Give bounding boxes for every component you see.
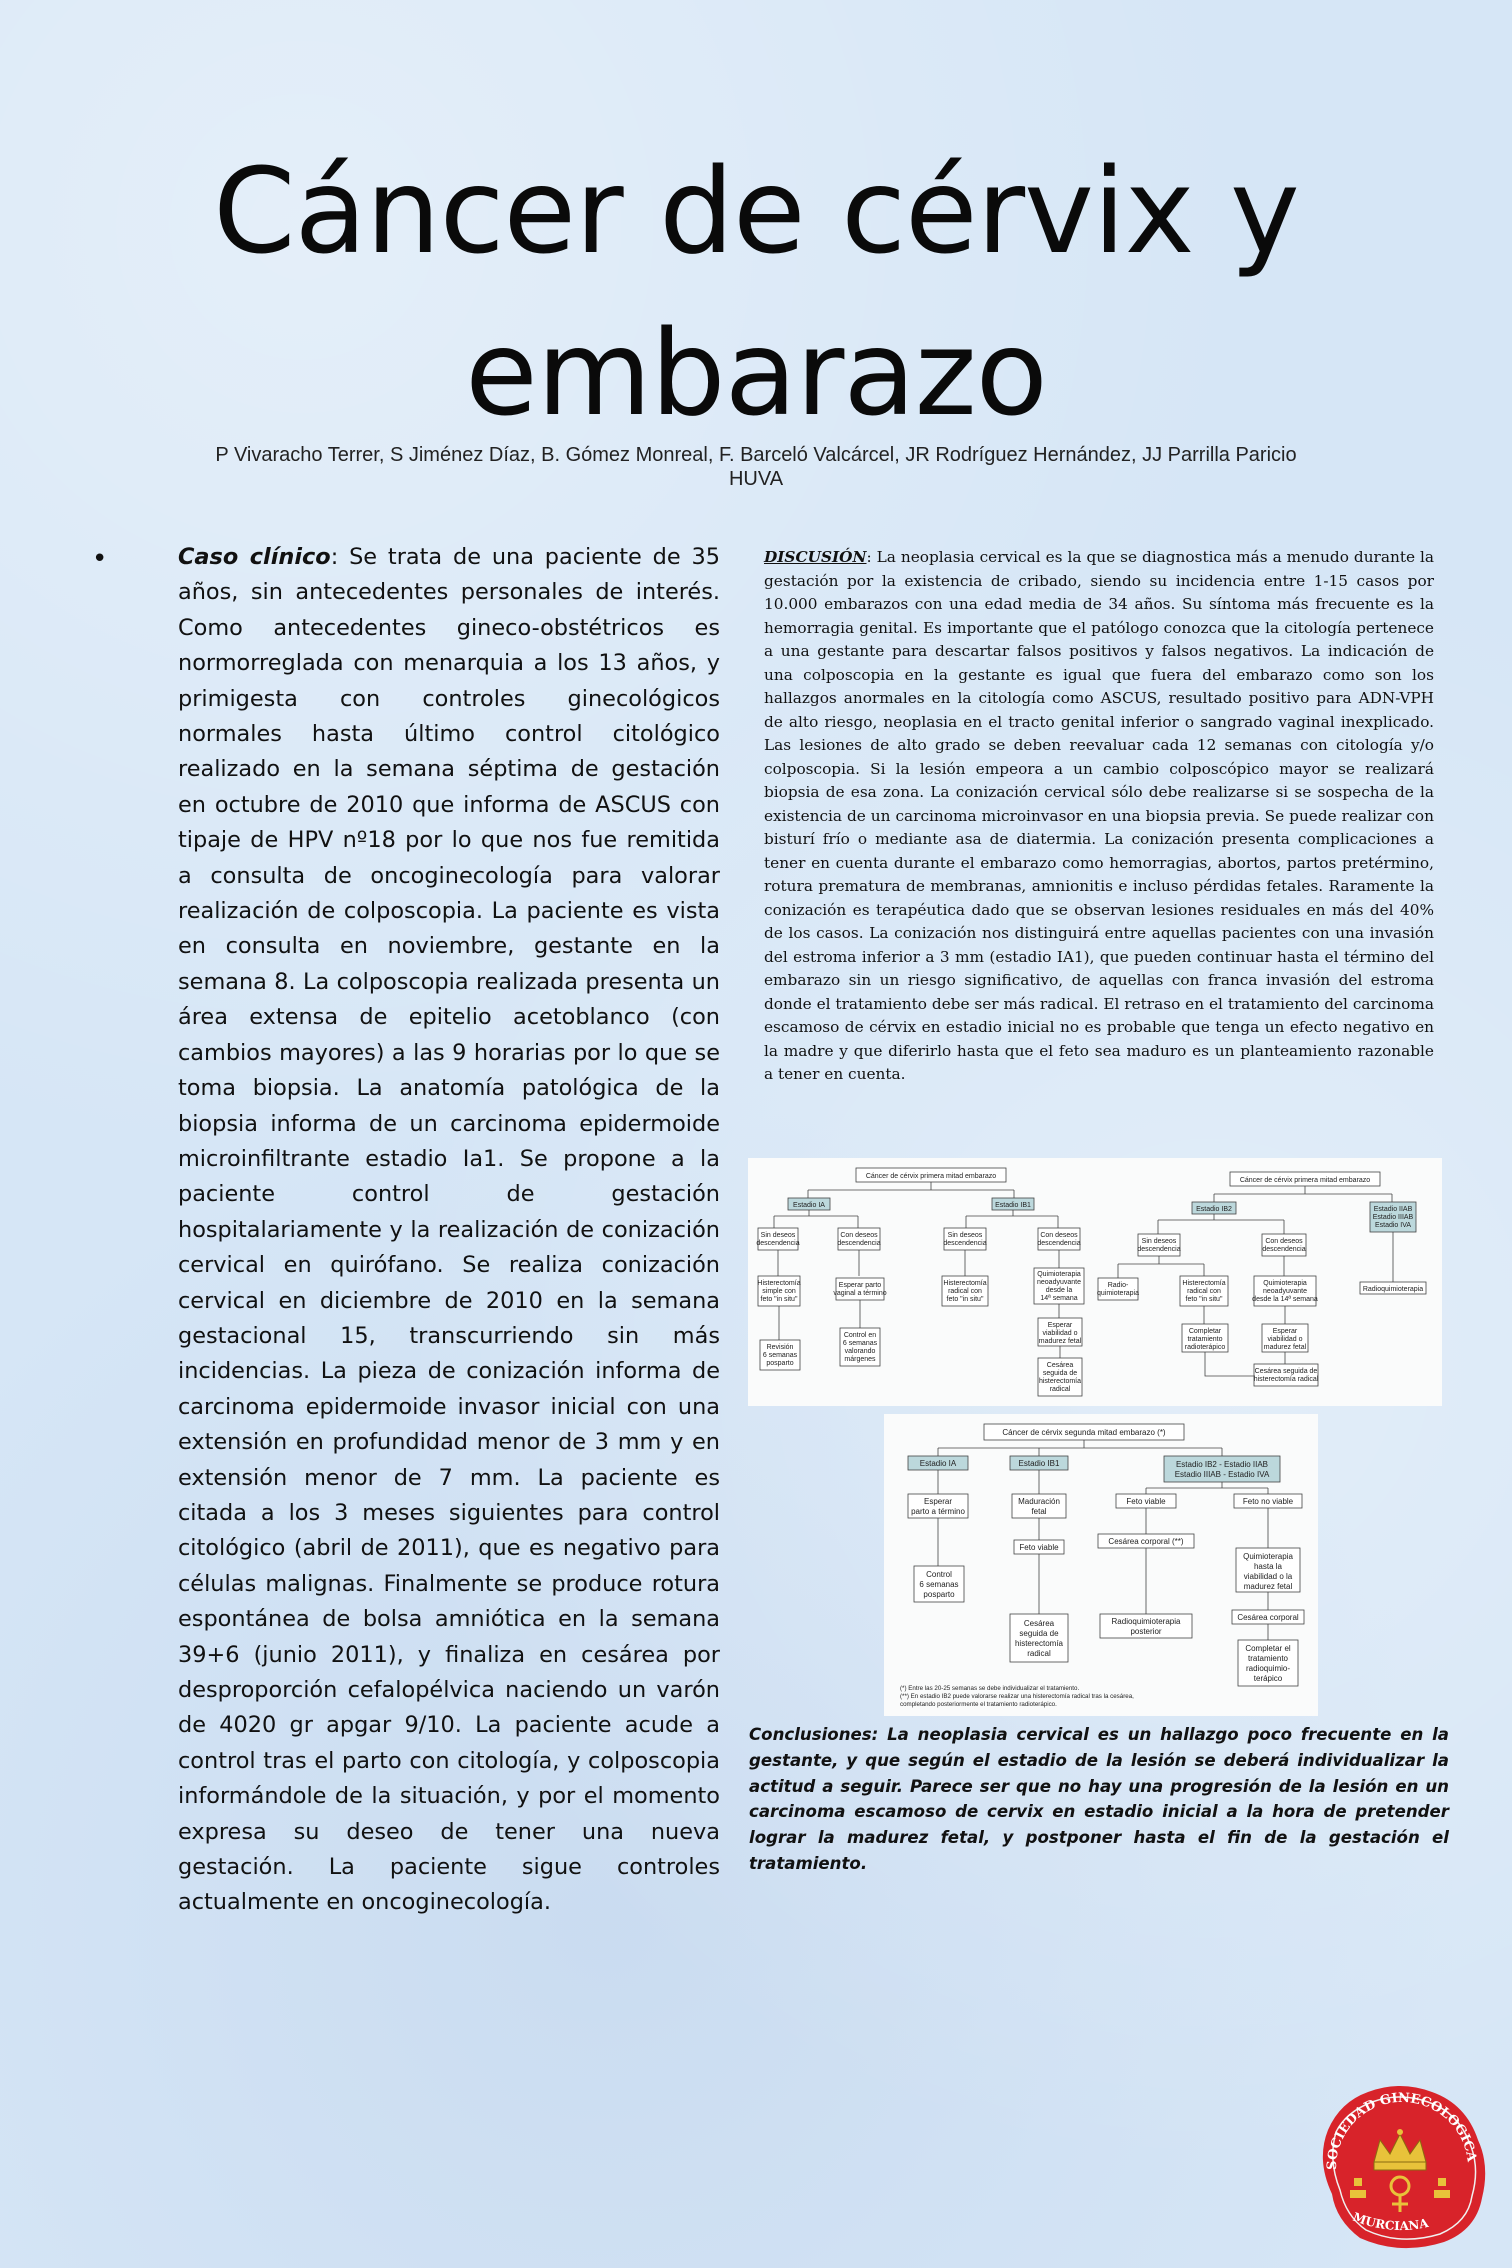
flow2-cesarea-hist-l4: radical	[1027, 1649, 1051, 1658]
flow-con-deseos-1-l2: descendencia	[837, 1240, 881, 1247]
flow2-feto-viable-label: Feto viable	[1126, 1497, 1166, 1506]
flow-con-deseos-2-l2: descendencia	[1037, 1240, 1081, 1247]
flow2-cesarea-hist-l1: Cesárea	[1023, 1619, 1055, 1628]
flow-revision-l1: Revisión	[766, 1344, 794, 1351]
flow2-cesarea-hist-l2: seguida de	[1019, 1629, 1059, 1638]
flow-cesarea-hist-2-l1: Cesárea seguida de	[1254, 1368, 1318, 1375]
case-text: : Se trata de una paciente de 35 años, sin antecedentes personales de interés. Como antecedentes gineco-obstétricos es normorreglada con menarquia a los 13 años, y primigesta con controles ginecológicos normales hasta último control citológico realizado en la semana séptima de gestación en octubre de 2010 que informa de ASCUS con tipaje de HPV nº18 por lo que nos fue remitida a consulta de oncoginecología para valorar realización de colposcopia. La paciente es vista en consulta en noviembre, gestante en la semana 8. La colposcopia realizada presenta un área extensa de epitelio acetoblanco (con cambios mayores) a las 9 horarias por lo que se toma biopsia. La anatomía patológica de la biopsia informa de un carcinoma epidermoide microinfiltrante estadio Ia1. Se propone a la paciente control de gestación hospitalariamente y la realización de conización cervical en quirófano. Se realiza conización cervical en diciembre de 2010 en la semana gestacional 15, transcurriendo sin más incidencias. La pieza de conización informa de carcinoma epidermoide invasor inicial con una extensión en profundidad menor de 3 mm y en extensión menor de 7 mm. La paciente es citada a los 3 meses siguientes para control citológico (abril de 2011), que es negativo para células malignas. Finalmente se produce rotura espontánea de bolsa amniótica en la semana 39+6 (junio 2011), y finaliza en cesárea por desproporción cefalopélvica naciendo un varón de 4020 gr apgar 9/10. La paciente acude a control tras el parto con citología, y colposcopia informándole de la situación, y por el momento expresa su deseo de tener una nueva gestación. La paciente sigue controles actualmente en oncoginecología.	[178, 544, 720, 1916]
flow-hist-radical-2-l3: feto "in situ"	[1185, 1296, 1223, 1303]
flow-con-deseos-3-l2: descendencia	[1262, 1246, 1306, 1253]
conclusions: Conclusiones: La neoplasia cervical es un hallazgo poco frecuente en la gestante, y que según el estadio de la lesión se deberá individualizar la actitud a seguir. Parece ser que no hay una progresión de la lesión en un carcinoma escamoso de cervix en estadio inicial a la hora de pretender lograr la madurez fetal, y postponer hasta el fin de la gestación el tratamiento.	[749, 1725, 1449, 1873]
flow2-control-l3: posparto	[923, 1590, 955, 1599]
flow2-radioquimio-l2: posterior	[1130, 1627, 1162, 1636]
flow-esperar-viab-2-l2: viabilidad o	[1267, 1336, 1303, 1343]
flow2-feto-no-viable-label: Feto no viable	[1242, 1497, 1294, 1506]
flow-esperar-parto-l2: vaginal a término	[833, 1290, 887, 1297]
flow2-stage-advanced-l1: Estadio IB2 - Estadio IIAB	[1175, 1460, 1269, 1469]
flow2-quimioterapia-l4: madurez fetal	[1243, 1582, 1293, 1591]
flow2-cesarea-hist-l3: histerectomía	[1014, 1639, 1064, 1648]
case-label: Caso clínico	[178, 544, 331, 570]
flow2-stage-ib1-label: Estadio IB1	[1018, 1459, 1060, 1468]
flow-revision-l2: 6 semanas	[762, 1352, 798, 1359]
flow2-completar-l4: terápico	[1253, 1674, 1283, 1683]
flow2-quimioterapia-l1: Quimioterapia	[1243, 1552, 1293, 1561]
flow2-maduracion-l2: fetal	[1031, 1507, 1047, 1516]
flow-sin-deseos-3-l2: descendencia	[1137, 1246, 1181, 1253]
flow-esperar-parto-l1: Esperar parto	[838, 1282, 882, 1289]
flow-completar-l3: radioterápico	[1184, 1344, 1226, 1351]
society-seal-logo	[1306, 2070, 1494, 2258]
flow-radioquimio-1-l1: Radio-	[1107, 1282, 1129, 1289]
flow-hist-radical-l2: radical con	[948, 1288, 982, 1295]
flow2-esperar-parto-l2: parto a término	[911, 1507, 965, 1516]
flow-esperar-viab-l3: madurez fetal	[1038, 1338, 1082, 1345]
flow2-esperar-parto-l1: Esperar	[923, 1497, 953, 1506]
flow-cesarea-hist-l1: Cesárea	[1046, 1362, 1074, 1369]
flow-sin-deseos-2-l2: descendencia	[943, 1240, 987, 1247]
title-line-2: embarazo	[465, 304, 1047, 442]
flow2-footnote-1: (*) Entre las 20-25 semanas se debe individualizar el tratamiento.	[900, 1685, 1080, 1692]
flow-quimio-neo-l2: neoadyuvante	[1037, 1279, 1081, 1286]
flowchart-first-half	[748, 1158, 1442, 1406]
flow2-control-l1: Control	[926, 1570, 952, 1579]
flow-completar-l1: Completar	[1188, 1328, 1222, 1335]
flow-radioquimio-1-l2: quimioterapia	[1096, 1290, 1140, 1297]
flow2-completar-l1: Completar el	[1245, 1644, 1291, 1653]
flow2-quimioterapia-l3: viabilidad o la	[1243, 1572, 1293, 1581]
flow-hist-simple-l1: Histerectomía	[757, 1280, 801, 1287]
flow2-completar-l2: tratamiento	[1247, 1654, 1289, 1663]
seal-top-text: SOCIEDAD GINECOLOGICA	[1324, 2090, 1479, 2171]
title-line-1: Cáncer de cérvix y	[213, 142, 1299, 280]
flow-sin-deseos-1-l2: descendencia	[756, 1240, 800, 1247]
authors-block	[120, 443, 1392, 491]
flow2-root-label: Cáncer de cérvix segunda mitad embarazo (*)	[1002, 1428, 1166, 1437]
flow-esperar-viab-l1: Esperar	[1047, 1322, 1073, 1329]
poster-title	[0, 130, 1512, 454]
flow-quimio-neo-l1: Quimioterapia	[1037, 1271, 1081, 1278]
flow-sin-deseos-1-l1: Sin deseos	[760, 1232, 796, 1239]
flow-radioquimio-2-label: Radioquimioterapia	[1362, 1286, 1424, 1293]
flow-cesarea-hist-l3: histerectomía	[1038, 1378, 1082, 1385]
flow-quimio-neo-2-l1: Quimioterapia	[1263, 1280, 1307, 1287]
flow-esperar-viab-2-l3: madurez fetal	[1263, 1344, 1307, 1351]
flow-root-right-label: Cáncer de cérvix primera mitad embarazo	[1239, 1177, 1371, 1184]
institution: HUVA	[728, 468, 784, 490]
flow2-quimioterapia-l2: hasta la	[1253, 1562, 1283, 1571]
flow-hist-simple-l2: simple con	[762, 1288, 796, 1295]
flow-control-l2: 6 semanas	[842, 1340, 878, 1347]
flow-esperar-viab-l2: viabilidad o	[1042, 1330, 1078, 1337]
flow2-footnote-2: (**) En estadio IB2 puede valorarse realizar una histerectomía radical tras la cesárea,	[900, 1693, 1134, 1700]
flow-stage-advanced-l2: Estadio IIIAB	[1372, 1214, 1414, 1221]
flow-completar-l2: tratamiento	[1187, 1336, 1223, 1343]
flow-con-deseos-2-l1: Con deseos	[1040, 1232, 1078, 1239]
flow-quimio-neo-2-l2: neoadyuvante	[1263, 1288, 1307, 1295]
flow-stage-advanced-l1: Estadio IIAB	[1373, 1206, 1413, 1213]
flow-stage-advanced-l3: Estadio IVA	[1374, 1222, 1412, 1229]
discussion-label: DISCUSIÓN	[764, 548, 867, 566]
flow-hist-radical-l1: Histerectomía	[943, 1280, 987, 1287]
discussion-text: : La neoplasia cervical es la que se diagnostica más a menudo durante la gestación por la existencia de cribado, siendo su incidencia entre 1-15 casos por 10.000 embarazos con una edad media de 34 años. Su síntoma más frecuente es la hemorragia genital. Es importante que el patólogo conozca que la citología pertenece a una gestante para descartar falsos positivos y falsos negativos. La indicación de una colposcopia en la gestante es igual que fuera del embarazo como son los hallazgos anormales en la citología como ASCUS, resultado positivo para ADN-VPH de alto riesgo, neoplasia en el tracto genital inferior o sangrado vaginal inexplicado. Las lesiones de alto grado se deben reevaluar cada 12 semanas con citología y/o colposcopia. Si la lesión empeora a un cambio colposcópico mayor se realizará biopsia de esa zona. La conización cervical sólo debe realizarse si se sospecha de la existencia de un carcinoma microinvasor en una biopsia previa. Se puede realizar con bisturí frío o mediante asa de diatermia. La conización presenta complicaciones a tener en cuenta durante el embarazo como hemorragias, abortos, partos pretérmino, rotura prematura de membranas, amnionitis e incluso pérdidas fetales. Raramente la conización es terapéutica dado que se observan lesiones residuales en más del 40% de los casos. La conización nos distinguirá entre aquellas pacientes con una invasión del estroma inferior a 3 mm (estadio IA1), que pueden continuar hasta el término del embarazo sin un riesgo significativo, de aquellas con franca invasión del estroma donde el tratamiento debe ser más radical. El retraso en el tratamiento del carcinoma escamoso de cérvix en estadio inicial no es probable que tenga un efecto negativo en la madre y que diferirlo hasta que el feto sea maduro es un planteamiento razonable a tener en cuenta.	[764, 548, 1434, 1083]
flow-root-left-label: Cáncer de cérvix primera mitad embarazo	[865, 1173, 997, 1180]
flow-control-l1: Control en	[843, 1332, 877, 1339]
flow-cesarea-hist-l4: radical	[1049, 1386, 1071, 1393]
flow2-stage-ia-label: Estadio IA	[919, 1459, 957, 1468]
flow-quimio-neo-l4: 14ª semana	[1040, 1295, 1078, 1302]
flow2-maduracion-l1: Maduración	[1018, 1497, 1060, 1506]
flow-cesarea-hist-l2: seguida de	[1042, 1370, 1078, 1377]
flow2-control-l2: 6 semanas	[919, 1580, 959, 1589]
flow2-completar-l3: radioquimio-	[1245, 1664, 1291, 1673]
flow-hist-radical-2-l1: Histerectomía	[1182, 1280, 1226, 1287]
flow-stage-ia-label: Estadio IA	[793, 1202, 825, 1209]
flow-control-l3: valorando	[844, 1348, 876, 1355]
flow-hist-radical-2-l2: radical con	[1187, 1288, 1221, 1295]
flow-revision-l3: posparto	[766, 1360, 794, 1367]
flow2-radioquimio-l1: Radioquimioterapia	[1111, 1617, 1181, 1626]
authors: P Vivaracho Terrer, S Jiménez Díaz, B. Gómez Monreal, F. Barceló Valcárcel, JR Rodríguez Hernández, JJ Parrilla Paricio	[215, 444, 1297, 466]
case-report	[178, 540, 720, 1921]
flow-con-deseos-1-l1: Con deseos	[840, 1232, 878, 1239]
flow-con-deseos-3-l1: Con deseos	[1265, 1238, 1303, 1245]
discussion	[764, 546, 1434, 1087]
flow2-cesarea-corporal-label: Cesárea corporal (**)	[1108, 1537, 1184, 1546]
flowchart-second-half	[884, 1414, 1318, 1716]
flow-cesarea-hist-2-l2: histerectomía radical	[1253, 1376, 1319, 1383]
seal-bottom-text: MURCIANA	[1350, 2209, 1430, 2234]
flow-hist-simple-l3: feto "in situ"	[760, 1296, 798, 1303]
flow-quimio-neo-l3: desde la	[1045, 1287, 1073, 1294]
flow2-feto-viable-2-label: Feto viable	[1019, 1543, 1059, 1552]
flow2-footnote-3: completando posteriormente el tratamiento radioterápico.	[900, 1701, 1057, 1708]
flow-esperar-viab-2-l1: Esperar	[1272, 1328, 1298, 1335]
flow-hist-radical-l3: feto "in situ"	[946, 1296, 984, 1303]
flow2-stage-advanced-l2: Estadio IIIAB - Estadio IVA	[1174, 1470, 1270, 1479]
flow-quimio-neo-2-l3: desde la 14ª semana	[1252, 1296, 1318, 1303]
bullet-marker: •	[92, 544, 108, 574]
flow2-cesarea-corporal-2-label: Cesárea corporal	[1237, 1613, 1299, 1622]
flow-stage-ib2-label: Estadio IB2	[1196, 1206, 1232, 1213]
flow-sin-deseos-2-l1: Sin deseos	[947, 1232, 983, 1239]
flow-stage-ib1-label: Estadio IB1	[995, 1202, 1031, 1209]
flow-control-l4: márgenes	[844, 1356, 876, 1363]
flow-sin-deseos-3-l1: Sin deseos	[1141, 1238, 1177, 1245]
